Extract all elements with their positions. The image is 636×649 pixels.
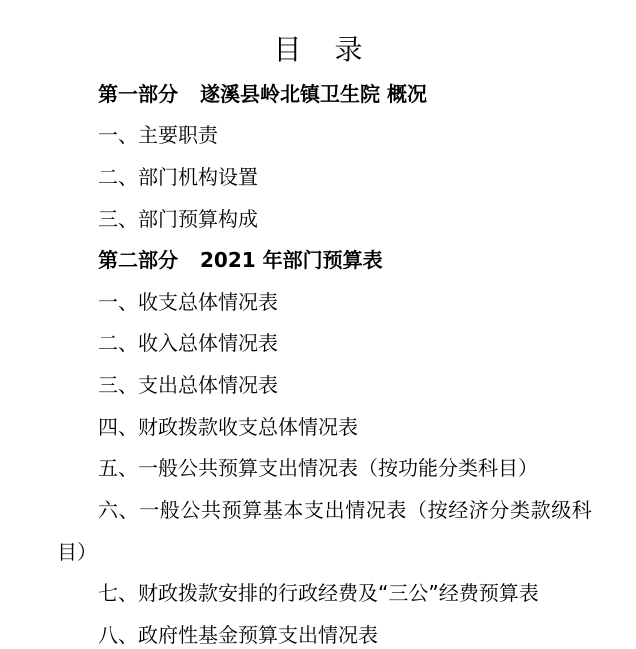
toc-title: 目 录 bbox=[273, 33, 375, 66]
part2-label: 第二部分 bbox=[98, 248, 178, 272]
toc-item-general-public-budget-by-function: 五、一般公共预算支出情况表（按功能分类科目） bbox=[98, 456, 538, 480]
toc-item-revenue-overview: 二、收入总体情况表 bbox=[98, 331, 278, 355]
toc-item-main-duties: 一、主要职责 bbox=[98, 123, 218, 147]
toc-item-revenue-expenditure-overview: 一、收支总体情况表 bbox=[98, 290, 278, 314]
toc-item-general-public-basic-expenditure: 六、一般公共预算基本支出情况表（按经济分类款级科 bbox=[98, 498, 593, 522]
part1-name: 遂溪县岭北镇卫生院 概况 bbox=[200, 82, 427, 106]
toc-item-fiscal-appropriation-overview: 四、财政拨款收支总体情况表 bbox=[98, 415, 358, 439]
toc-item-budget-composition: 三、部门预算构成 bbox=[98, 207, 258, 231]
part2-name: 2021 年部门预算表 bbox=[200, 248, 383, 272]
toc-item-expenditure-overview: 三、支出总体情况表 bbox=[98, 373, 278, 397]
toc-item-org-setup: 二、部门机构设置 bbox=[98, 165, 258, 189]
toc-item-general-public-basic-expenditure-cont: 目） bbox=[57, 540, 97, 564]
toc-item-administrative-three-public-expenses: 七、财政拨款安排的行政经费及“三公”经费预算表 bbox=[98, 581, 539, 605]
part1-label: 第一部分 bbox=[98, 82, 178, 106]
toc-item-government-fund-budget: 八、政府性基金预算支出情况表 bbox=[98, 623, 378, 647]
part2-heading bbox=[98, 246, 383, 274]
part1-heading bbox=[98, 80, 427, 108]
